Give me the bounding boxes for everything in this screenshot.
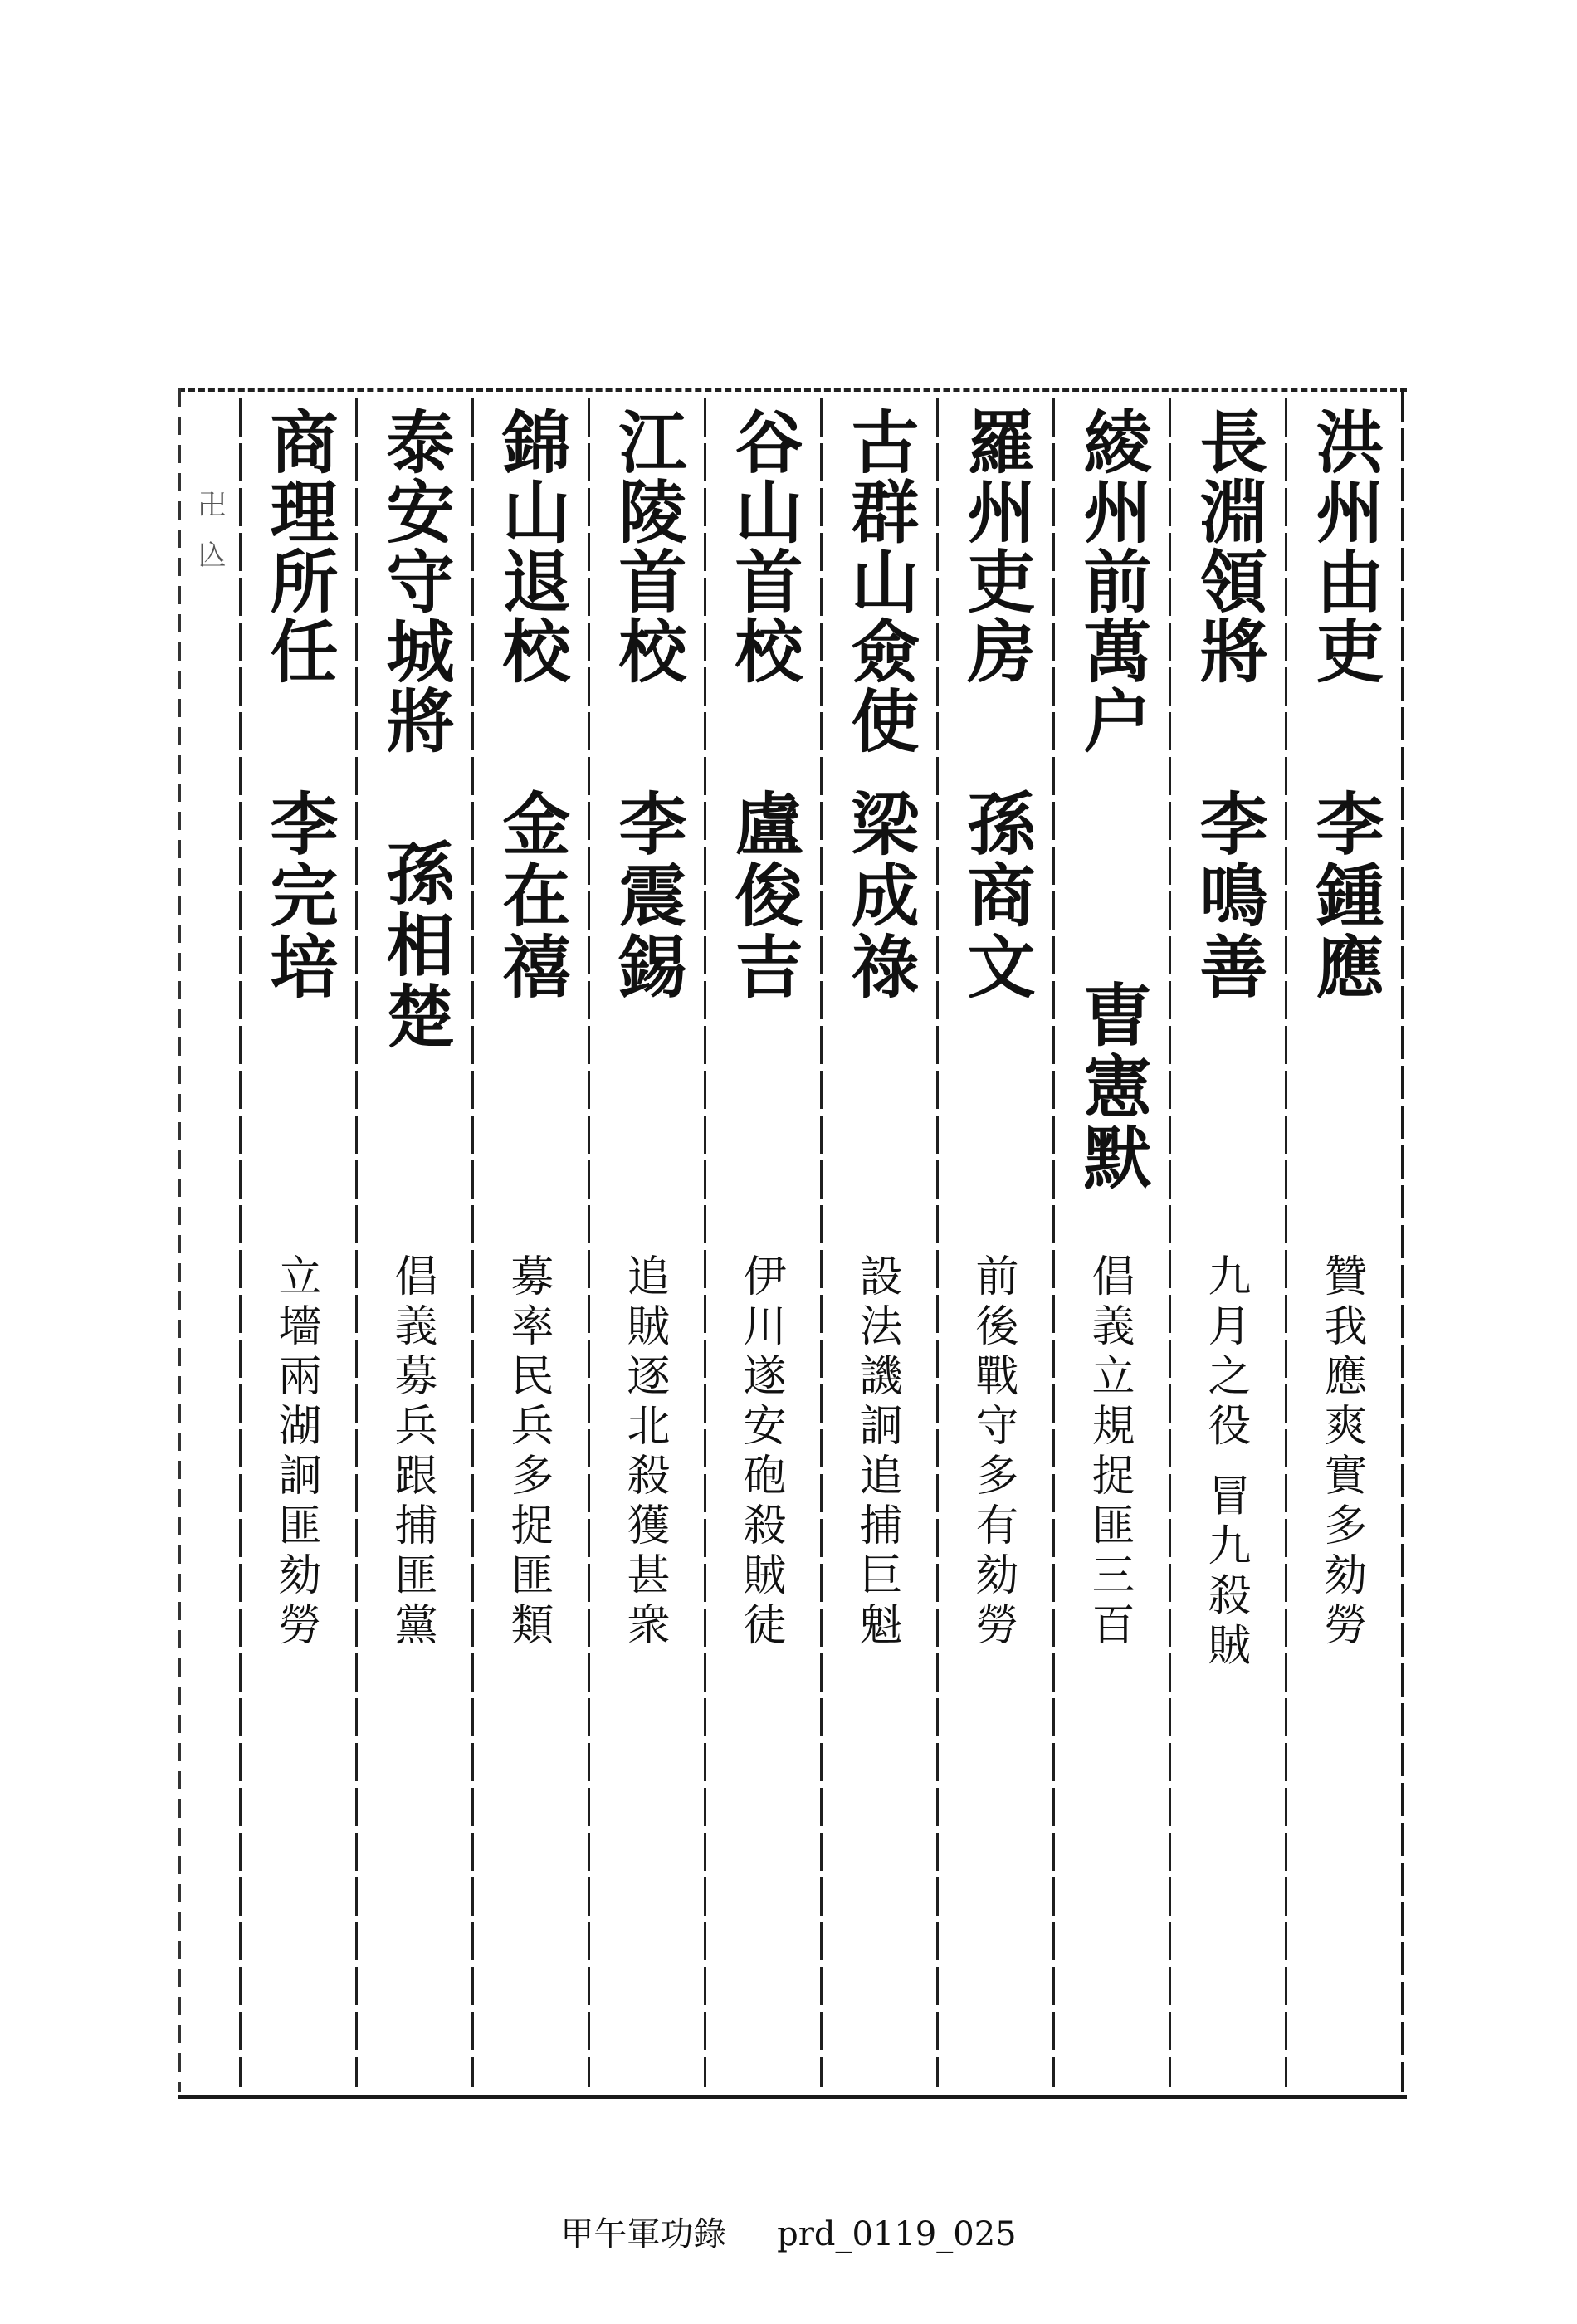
entry-title: 商理所任 (259, 407, 339, 686)
entry-title: 谷山首校 (724, 407, 803, 686)
page-id: prd_0119_025 (777, 2215, 1017, 2253)
record-column (242, 407, 356, 2075)
entry-name: 孫商文 (956, 788, 1036, 1003)
entry-name: 孫相楚 (375, 838, 455, 1052)
entry-name: 盧俊吉 (724, 788, 803, 1003)
entry-note: 倡義立規捉匪三百 (1084, 1253, 1134, 1652)
record-column (1171, 407, 1286, 2075)
entry-note: 伊川遂安砲殺賊徒 (735, 1253, 785, 1652)
entry-name: 李完培 (259, 788, 339, 1003)
entry-name: 李鍾應 (1305, 788, 1384, 1003)
entry-title: 洪州由吏 (1305, 407, 1384, 686)
entry-name: 金在禧 (491, 788, 571, 1003)
entry-title: 綾州前萬户 (1072, 407, 1152, 755)
entry-title: 錦山退校 (491, 407, 571, 686)
record-column (939, 407, 1053, 2075)
margin-marks: 卍 兦 (193, 490, 226, 575)
entry-note: 九月之役 冒九殺賊 (1200, 1253, 1250, 1672)
entry-note: 倡義募兵跟捕匪黨 (387, 1253, 437, 1652)
entry-note: 贊我應爽實多劾勞 (1316, 1253, 1366, 1652)
entry-note: 追賊逐北殺獲甚衆 (619, 1253, 669, 1652)
record-column (1055, 407, 1169, 2075)
entry-title: 長淵領將 (1189, 407, 1268, 686)
entry-title: 泰安守城將 (375, 407, 455, 755)
entry-title: 江陵首校 (608, 407, 687, 686)
entry-name: 曺憲默 (1072, 979, 1152, 1194)
entry-name: 李震錫 (608, 788, 687, 1003)
entry-note: 募率民兵多捉匪類 (503, 1253, 553, 1652)
entry-note: 立墻兩湖詗匪劾勞 (271, 1253, 320, 1652)
entry-title: 羅州吏房 (956, 407, 1036, 686)
record-column (823, 407, 937, 2075)
entry-note: 前後戰守多有劾勞 (968, 1253, 1018, 1652)
record-column (358, 407, 472, 2075)
frame-left-rule (178, 388, 181, 2092)
entry-name: 李鳴善 (1189, 788, 1268, 1003)
record-column (706, 407, 821, 2075)
page-footer (0, 2208, 1577, 2255)
record-column (474, 407, 588, 2075)
record-column (1287, 407, 1402, 2075)
entry-name: 梁成祿 (840, 788, 920, 1003)
book-title: 甲午軍功錄 (560, 2215, 727, 2253)
entry-title: 古群山僉使 (840, 407, 920, 755)
entry-note: 設法譏詗追捕巨魁 (852, 1253, 901, 1652)
record-column (590, 407, 705, 2075)
